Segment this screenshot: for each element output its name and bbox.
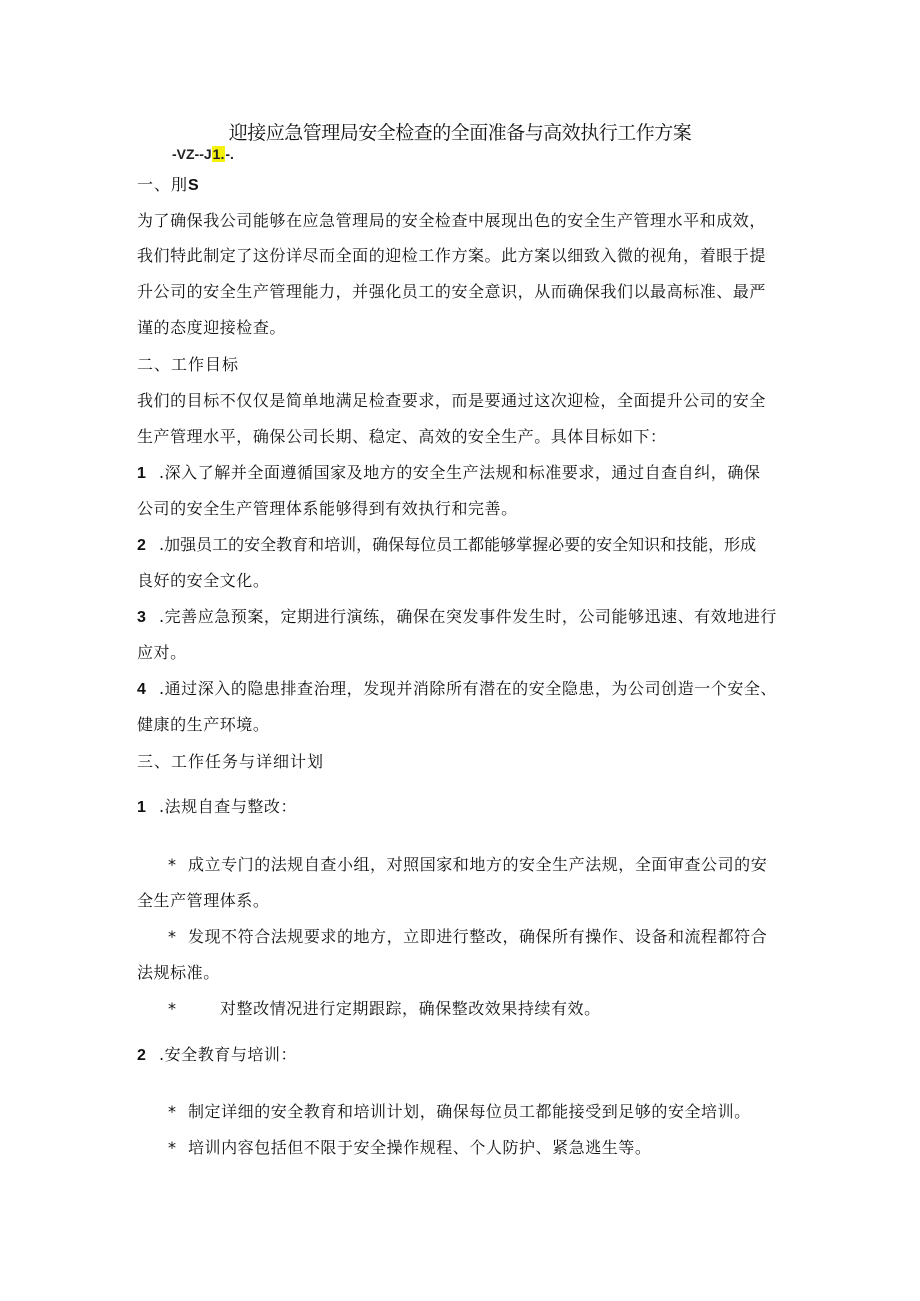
section2-intro-line: 生产管理水平，确保公司长期、稳定、高效的安全生产。具体目标如下： (137, 427, 667, 446)
bullet-star-icon: * (168, 855, 177, 874)
goal-item-text: .加强员工的安全教育和培训，确保每位员工都能够掌握必要的安全知识和技能，形成 (159, 535, 757, 554)
bullet-continuation: 法规标准。 (137, 963, 220, 982)
goal-item-number: 3 (137, 609, 147, 626)
section1-heading-bold: S (188, 177, 200, 194)
goal-item-text: .完善应急预案，定期进行演练，确保在突发事件发生时，公司能够迅速、有效地进行 (159, 607, 777, 626)
bullet-item (168, 1138, 651, 1158)
document-subtitle (172, 146, 234, 162)
subtitle-suffix: -. (225, 146, 234, 162)
goal-item-2 (137, 535, 756, 556)
section3-heading: 三、工作任务与详细计划 (137, 752, 325, 771)
bullet-text: 成立专门的法规自查小组，对照国家和地方的安全生产法规，全面审查公司的安 (188, 855, 768, 874)
bullet-text: 制定详细的安全教育和培训计划，确保每位员工都能接受到足够的安全培训。 (188, 1102, 751, 1121)
goal-item-text: .通过深入的隐患排查治理，发现并消除所有潜在的安全隐患，为公司创造一个安全、 (159, 679, 777, 698)
bullet-star-icon: * (168, 999, 177, 1018)
task-number: 1 (137, 799, 147, 816)
task-number: 2 (137, 1047, 147, 1064)
bullet-text: 对整改情况进行定期跟踪，确保整改效果持续有效。 (220, 999, 601, 1018)
subtitle-highlight: 1. (212, 146, 225, 162)
bullet-item (168, 999, 601, 1019)
bullet-star-icon: * (168, 927, 177, 946)
goal-item-continuation: 良好的安全文化。 (137, 571, 270, 590)
task-1-heading (137, 797, 297, 818)
goal-item-text: .深入了解并全面遵循国家及地方的安全生产法规和标准要求，通过自查自纠，确保 (159, 463, 761, 482)
bullet-continuation: 全生产管理体系。 (137, 891, 270, 910)
task-label: .法规自查与整改： (159, 797, 298, 816)
goal-item-number: 4 (137, 681, 147, 698)
task-2-heading (137, 1045, 297, 1066)
bullet-item (168, 1102, 751, 1122)
bullet-star-icon: * (168, 1102, 177, 1121)
subtitle-prefix: -VZ--J (172, 146, 212, 162)
section2-heading: 二、工作目标 (137, 355, 240, 374)
task-label: .安全教育与培训： (159, 1045, 298, 1064)
bullet-star-icon: * (168, 1138, 177, 1157)
goal-item-number: 1 (137, 465, 147, 482)
section1-heading (137, 175, 200, 196)
goal-item-4 (137, 679, 777, 700)
goal-item-1 (137, 463, 760, 484)
section1-paragraph-line: 升公司的安全生产管理能力，并强化员工的安全意识，从而确保我们以最高标准、最严 (137, 282, 766, 301)
section2-intro-line: 我们的目标不仅仅是简单地满足检查要求，而是要通过这次迎检，全面提升公司的安全 (137, 391, 766, 410)
goal-item-continuation: 健康的生产环境。 (137, 715, 270, 734)
goal-item-3 (137, 607, 777, 628)
section1-paragraph-line: 为了确保我公司能够在应急管理局的安全检查中展现出色的安全生产管理水平和成效， (137, 211, 766, 230)
bullet-text: 发现不符合法规要求的地方，立即进行整改，确保所有操作、设备和流程都符合 (188, 927, 768, 946)
section1-heading-text: 一、刖 (137, 175, 189, 194)
bullet-item (168, 855, 767, 875)
bullet-text: 培训内容包括但不限于安全操作规程、个人防护、紧急逃生等。 (188, 1138, 652, 1157)
document-title: 迎接应急管理局安全检查的全面准备与高效执行工作方案 (228, 122, 692, 144)
section1-paragraph-line: 我们特此制定了这份详尽而全面的迎检工作方案。此方案以细致入微的视角，着眼于提 (137, 246, 766, 265)
goal-item-continuation: 应对。 (137, 643, 187, 662)
goal-item-continuation: 公司的安全生产管理体系能够得到有效执行和完善。 (137, 499, 518, 518)
bullet-item (168, 927, 767, 947)
section1-paragraph-line: 谨的态度迎接检查。 (137, 318, 286, 337)
goal-item-number: 2 (137, 537, 147, 554)
